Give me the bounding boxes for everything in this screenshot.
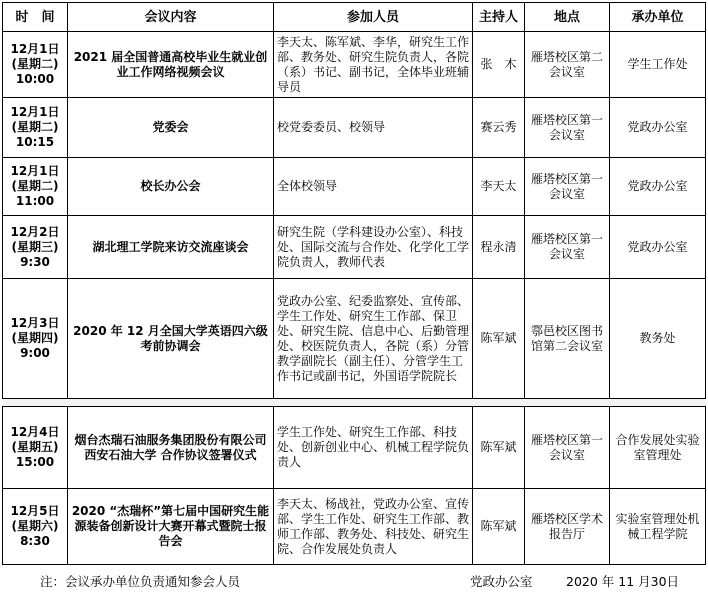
weekday-text: (星期五): [11, 440, 59, 454]
clock-text: 11:00: [15, 194, 55, 208]
attendees-cell: 李天太、陈军斌、李华，研究生工作部、教务处、研究生院负责人，各院（系）书记、副书记，全体毕业班辅导员: [274, 32, 473, 98]
organizer-cell: 党政办公室: [610, 98, 706, 158]
table-row: [3, 216, 706, 279]
date-text: 12月5日: [10, 504, 60, 518]
clock-text: 10:15: [15, 135, 55, 149]
topic-cell: 2020 “杰瑞杯”第七届中国研究生能源装备创新设计大赛开幕式暨院士报告会: [68, 489, 274, 565]
time-cell: [3, 98, 68, 158]
table-row: [3, 98, 706, 158]
place-cell: 鄠邑校区图书馆第二会议室: [525, 279, 610, 399]
clock-text: 15:00: [15, 455, 55, 469]
organizer-cell: 学生工作处: [610, 32, 706, 98]
table-row: [3, 489, 706, 565]
footer-office: 党政办公室: [470, 574, 533, 589]
topic-cell: 党委会: [68, 98, 274, 158]
time-cell: [3, 407, 68, 489]
time-cell: [3, 489, 68, 565]
attendees-cell: 校党委委员、校领导: [274, 98, 473, 158]
weekday-text: (星期六): [11, 519, 59, 533]
header-host: 主持人: [473, 3, 525, 32]
place-cell: 雁塔校区第一会议室: [525, 407, 610, 489]
host-cell: 陈军斌: [473, 489, 525, 565]
weekday-text: (星期二): [11, 57, 59, 71]
date-text: 12月4日: [10, 425, 60, 439]
organizer-cell: 实验室管理处机械工程学院: [610, 489, 706, 565]
header-row: [3, 3, 706, 32]
host-cell: 赛云秀: [473, 98, 525, 158]
topic-cell: 校长办公会: [68, 158, 274, 216]
place-cell: 雁塔校区第二会议室: [525, 32, 610, 98]
host-cell: 陈军斌: [473, 407, 525, 489]
topic-cell: 2020 年 12 月全国大学英语四六级考前协调会: [68, 279, 274, 399]
topic-cell: 烟台杰瑞石油服务集团股份有限公司西安石油大学 合作协议签署仪式: [68, 407, 274, 489]
organizer-cell: 党政办公室: [610, 216, 706, 279]
date-text: 12月3日: [10, 316, 60, 330]
place-cell: 雁塔校区第一会议室: [525, 158, 610, 216]
weekday-text: (星期二): [11, 120, 59, 134]
weekday-text: (星期三): [11, 239, 59, 254]
footer-note: 注：会议承办单位负责通知参会人员: [40, 574, 241, 589]
table-row: [3, 158, 706, 216]
weekday-text: (星期二): [11, 179, 59, 193]
meeting-schedule-table: [2, 2, 706, 565]
header-organizer: 承办单位: [610, 3, 706, 32]
clock-text: 10:00: [15, 72, 55, 86]
attendees-cell: 学生工作处、研究生工作部、科技处、创新创业中心、机械工程学院负责人: [274, 407, 473, 489]
host-cell: 张 木: [473, 32, 525, 98]
header-time: 时 间: [3, 3, 68, 32]
footer-date: 2020 年 11 月30日: [566, 574, 680, 589]
topic-cell: 湖北理工学院来访交流座谈会: [68, 216, 274, 279]
organizer-cell: 教务处: [610, 279, 706, 399]
time-cell: [3, 216, 68, 279]
page-break-band: [3, 399, 706, 407]
attendees-cell: 研究生院（学科建设办公室）、科技处、国际交流与合作处、化学化工学院负责人，教师代表: [274, 216, 473, 279]
date-text: 12月2日: [10, 224, 60, 239]
date-text: 12月1日: [10, 105, 60, 119]
time-cell: [3, 158, 68, 216]
attendees-cell: 全体校领导: [274, 158, 473, 216]
host-cell: 李天太: [473, 158, 525, 216]
topic-cell: 2021 届全国普通高校毕业生就业创业工作网络视频会议: [68, 32, 274, 98]
clock-text: 9:30: [20, 254, 50, 269]
page-break-row: [3, 399, 706, 407]
time-cell: [3, 32, 68, 98]
weekday-text: (星期四): [11, 331, 59, 345]
time-cell: [3, 279, 68, 399]
attendees-cell: 李天太、杨战社，党政办公室、宣传部、学生工作处、研究生工作部、教师工作部、教务处、科技处、研究生院、合作发展处负责人: [274, 489, 473, 565]
date-text: 12月1日: [10, 42, 60, 56]
table-row: [3, 32, 706, 98]
host-cell: 程永清: [473, 216, 525, 279]
header-place: 地点: [525, 3, 610, 32]
organizer-cell: 合作发展处实验室管理处: [610, 407, 706, 489]
header-topic: 会议内容: [68, 3, 274, 32]
host-cell: 陈军斌: [473, 279, 525, 399]
organizer-cell: 党政办公室: [610, 158, 706, 216]
place-cell: 雁塔校区第一会议室: [525, 98, 610, 158]
date-text: 12月1日: [10, 164, 60, 178]
attendees-cell: 党政办公室、纪委监察处、宣传部、学生工作处、研究生工作部、保卫处、研究生院、信息中心、后勤管理处、校医院负责人，各院（系）分管教学副院长（副主任）、分管学生工作书记或副书记，外国语学院院长: [274, 279, 473, 399]
clock-text: 8:30: [20, 534, 50, 548]
table-row: [3, 279, 706, 399]
header-attendees: 参加人员: [274, 3, 473, 32]
place-cell: 雁塔校区第一会议室: [525, 216, 610, 279]
clock-text: 9:00: [20, 346, 50, 360]
place-cell: 雁塔校区学术报告厅: [525, 489, 610, 565]
table-row: [3, 407, 706, 489]
